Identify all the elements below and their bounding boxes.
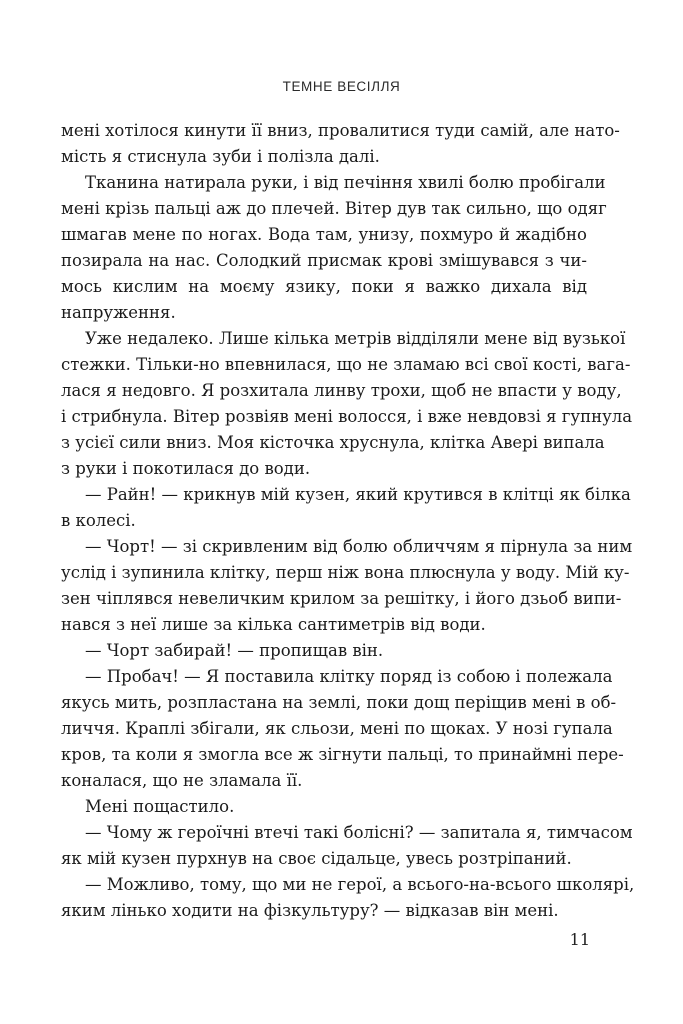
text-line: яким лінько ходити на фізкультуру? — відказав він мені. (61, 901, 559, 920)
text-line: з усієї сили вниз. Моя кісточка хруснула, клітка Авері випала (61, 433, 605, 452)
text-line: — Райн! — крикнув мій кузен, який крутився в клітці як білка (85, 485, 631, 504)
text-line: стежки. Тільки-но впевнилася, що не зламаю всі свої кості, вага- (61, 355, 631, 374)
text-line: личчя. Краплі збігали, як сльози, мені по щоках. У нозі гупала (61, 719, 613, 738)
text-line: — Чорт забирай! — пропищав він. (85, 641, 384, 660)
text-line: Тканина натирала руки, і від печіння хвилі болю пробігали (85, 173, 606, 192)
text-line: позирала на нас. Солодкий присмак крові змішувався з чи- (61, 251, 587, 270)
text-line: зен чіплявся невеличким крилом за решітку, і його дзьоб випи- (61, 589, 622, 608)
text-line: — Чорт! — зі скривленим від болю обличчям я пірнула за ним (85, 537, 633, 556)
text-line: — Пробач! — Я поставила клітку поряд із собою і полежала (85, 667, 613, 686)
text-line: — Чому ж героїчні втечі такі болісні? — запитала я, тимчасом (85, 823, 633, 842)
text-line: — Можливо, тому, що ми не герої, а всього-на-всього школярі, (85, 875, 635, 894)
text-line: якусь мить, розпластана на землі, поки дощ періщив мені в об- (61, 693, 617, 712)
page-number: 11 (569, 930, 590, 949)
text-line: напруження. (61, 303, 176, 322)
body-text (61, 118, 635, 924)
text-line: Уже недалеко. Лише кілька метрів відділяли мене від вузької (85, 329, 626, 348)
text-line: лася я недовго. Я розхитала линву трохи, щоб не впасти у воду, (61, 381, 622, 400)
text-line: мені хотілося кинути її вниз, провалитися туди самій, але нато- (61, 121, 620, 140)
text-line: і стрибнула. Вітер розвіяв мені волосся, і вже невдовзі я гупнула (61, 407, 633, 426)
text-line: в колесі. (61, 511, 136, 530)
text-line: мість я стиснула зуби і полізла далі. (61, 147, 380, 166)
text-line: кров, та коли я змогла все ж зігнути пальці, то принаймні пере- (61, 745, 624, 764)
text-line: мось кислим на моєму язику, поки я важко дихала від (61, 277, 587, 296)
text-line: як мій кузен пурхнув на своє сідальце, увесь розтріпаний. (61, 849, 572, 868)
text-line: услід і зупинила клітку, перш ніж вона плюснула у воду. Мій ку- (61, 563, 630, 582)
text-line: Мені пощастило. (85, 797, 235, 816)
text-line: мені крізь пальці аж до плечей. Вітер дув так сильно, що одяг (61, 199, 607, 218)
text-line: нався з неї лише за кілька сантиметрів від води. (61, 615, 486, 634)
text-line: коналася, що не зламала її. (61, 771, 303, 790)
text-line: з руки і покотилася до води. (61, 459, 311, 478)
text-line: шмагав мене по ногах. Вода там, унизу, похмуро й жадібно (61, 225, 587, 244)
running-header: ТЕМНЕ ВЕСІЛЛЯ (282, 79, 401, 94)
